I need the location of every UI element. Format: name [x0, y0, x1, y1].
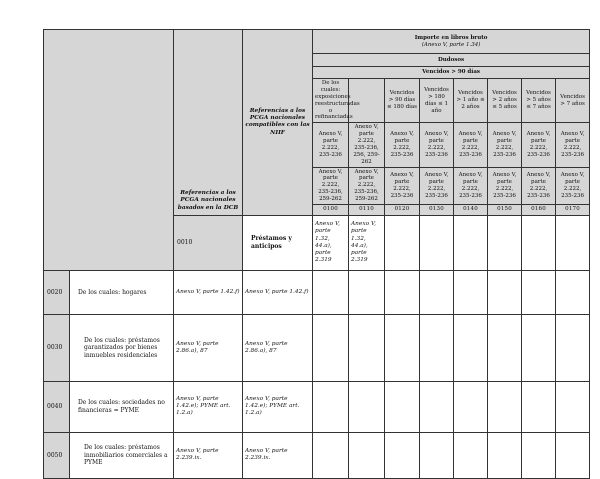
column-code: 0110 [349, 204, 385, 215]
column-code: 0120 [385, 204, 420, 215]
subcol-label: Vencidos > 2 años ≤ 5 años [488, 79, 522, 123]
column-code: 0160 [522, 204, 556, 215]
value-cell[interactable] [313, 381, 349, 432]
value-cell[interactable] [522, 215, 556, 270]
value-cell[interactable] [349, 314, 385, 381]
value-cell[interactable] [454, 270, 488, 314]
col-b-label: Referencias a los PCGA nacionales compatibles con las NIIF [245, 107, 310, 136]
subcol-ref-b: Anexo V, parte 2.222, 235-236, 259-262 [313, 167, 349, 204]
value-cell[interactable] [522, 270, 556, 314]
value-cell[interactable] [454, 314, 488, 381]
subcol-ref-b: Anexo V, parte 2.222, 235-236 [488, 167, 522, 204]
value-cell[interactable] [313, 314, 349, 381]
value-cell[interactable] [488, 381, 522, 432]
data-table [43, 29, 590, 479]
vencidos-header: Vencidos > 90 días [313, 67, 590, 79]
col-a-label: Referencias a los PCGA nacionales basados en la DCB [177, 190, 239, 211]
value-cell[interactable] [313, 270, 349, 314]
row-number: 0040 [44, 381, 70, 432]
value-cell[interactable] [420, 432, 454, 478]
row-ref-a: Anexo V, parte 2.86.a), 87 [174, 314, 243, 381]
subcol-label: Vencidos > 90 días ≤ 180 días [385, 79, 420, 123]
value-cell[interactable] [454, 381, 488, 432]
subcol-ref-a: Anexo V, parte 2.222, 235-236, 256, 259-262 [349, 123, 385, 167]
subcol-ref-a: Anexo V, parte 2.222, 235-236 [556, 123, 590, 167]
row-number: 0020 [44, 270, 70, 314]
subcol-ref-b: Anexo V, parte 2.222, 235-236 [454, 167, 488, 204]
row-number: 0010 [174, 215, 243, 270]
row-label: De los cuales: hogares [70, 270, 174, 314]
value-cell[interactable] [385, 381, 420, 432]
row-ref-a: Anexo V, parte 1.42.e); PYME art. 1.2.a) [174, 381, 243, 432]
row-label: Préstamos y anticipos [243, 215, 313, 270]
table-row [44, 381, 590, 432]
value-cell[interactable] [349, 270, 385, 314]
subcol-label: Vencidos > 5 años ≤ 7 años [522, 79, 556, 123]
column-code: 0170 [556, 204, 590, 215]
importe-header [313, 30, 590, 54]
value-cell[interactable] [349, 381, 385, 432]
subcol-ref-a: Anexo V, parte 2.222, 235-236 [420, 123, 454, 167]
value-cell[interactable] [556, 314, 590, 381]
subcol-label: De los cuales: exposiciones reestructuradas o refinanciadas [313, 79, 349, 123]
row-number: 0050 [44, 432, 70, 478]
col-b-header [243, 30, 313, 216]
row-ref-b: Anexo V, parte 2.86.a), 87 [243, 314, 313, 381]
value-cell[interactable] [420, 314, 454, 381]
subcol-ref-a: Anexo V, parte 2.222, 235-236 [522, 123, 556, 167]
subcol-ref-a: Anexo V, parte 2.222, 235-236 [488, 123, 522, 167]
value-cell[interactable] [420, 270, 454, 314]
subcol-ref-b: Anexo V, parte 2.222, 235-236 [556, 167, 590, 204]
value-cell[interactable] [556, 270, 590, 314]
table-row [44, 314, 590, 381]
column-code: 0150 [488, 204, 522, 215]
col-a-header [174, 30, 243, 216]
subcol-ref-b: Anexo V, parte 2.222, 235-236 [420, 167, 454, 204]
value-cell[interactable] [522, 381, 556, 432]
importe-sub: (Anexo V, parte 1.34) [421, 41, 481, 48]
value-cell[interactable] [385, 314, 420, 381]
row-ref-b: Anexo V, parte 1.32, 44.a), parte 2.319 [349, 215, 385, 270]
value-cell[interactable] [488, 270, 522, 314]
subcol-ref-a: Anexo V, parte 2.222, 235-236 [385, 123, 420, 167]
row-label: De los cuales: préstamos inmobiliarios comerciales a PYME [70, 432, 174, 478]
subcol-ref-a: Anexo V, parte 2.222, 235-236 [313, 123, 349, 167]
value-cell[interactable] [454, 215, 488, 270]
value-cell[interactable] [556, 215, 590, 270]
value-cell[interactable] [385, 432, 420, 478]
dudosos-header: Dudosos [313, 54, 590, 67]
subcol-label: Vencidos > 180 días ≤ 1 año [420, 79, 454, 123]
column-code: 0100 [313, 204, 349, 215]
value-cell[interactable] [556, 432, 590, 478]
importe-title: Importe en libros bruto [414, 34, 488, 41]
column-code: 0140 [454, 204, 488, 215]
subcol-ref-b: Anexo V, parte 2.222, 235-236 [385, 167, 420, 204]
subcol-ref-a: Anexo V, parte 2.222, 235-236 [454, 123, 488, 167]
subcol-ref-b: Anexo V, parte 2.222, 235-236 [522, 167, 556, 204]
row-ref-a: Anexo V, parte 2.239.ix. [174, 432, 243, 478]
subcol-ref-b: Anexo V, parte 2.222, 235-236, 259-262 [349, 167, 385, 204]
row-label: De los cuales: préstamos garantizados por bienes inmuebles residenciales [70, 314, 174, 381]
table-row [44, 270, 590, 314]
value-cell[interactable] [313, 432, 349, 478]
column-code: 0130 [420, 204, 454, 215]
value-cell[interactable] [454, 432, 488, 478]
value-cell[interactable] [349, 432, 385, 478]
value-cell[interactable] [522, 314, 556, 381]
value-cell[interactable] [420, 381, 454, 432]
row-ref-b: Anexo V, parte 1.42.f) [243, 270, 313, 314]
table-row [44, 432, 590, 478]
value-cell[interactable] [522, 432, 556, 478]
subcol-label: Vencidos > 7 años [556, 79, 590, 123]
row-ref-b: Anexo V, parte 2.239.ix. [243, 432, 313, 478]
value-cell[interactable] [488, 215, 522, 270]
value-cell[interactable] [556, 381, 590, 432]
value-cell[interactable] [385, 215, 420, 270]
value-cell[interactable] [420, 215, 454, 270]
value-cell[interactable] [488, 432, 522, 478]
row-label: De los cuales: sociedades no financieras = PYME [70, 381, 174, 432]
subcol-label: Vencidos > 1 año ≤ 2 años [454, 79, 488, 123]
row-ref-a: Anexo V, parte 1.42.f) [174, 270, 243, 314]
value-cell[interactable] [488, 314, 522, 381]
row-ref-b: Anexo V, parte 1.42.e); PYME art. 1.2.a) [243, 381, 313, 432]
row-number: 0030 [44, 314, 70, 381]
value-cell[interactable] [385, 270, 420, 314]
row-ref-a: Anexo V, parte 1.32, 44.a), parte 2.319 [313, 215, 349, 270]
header-blank [44, 30, 174, 271]
